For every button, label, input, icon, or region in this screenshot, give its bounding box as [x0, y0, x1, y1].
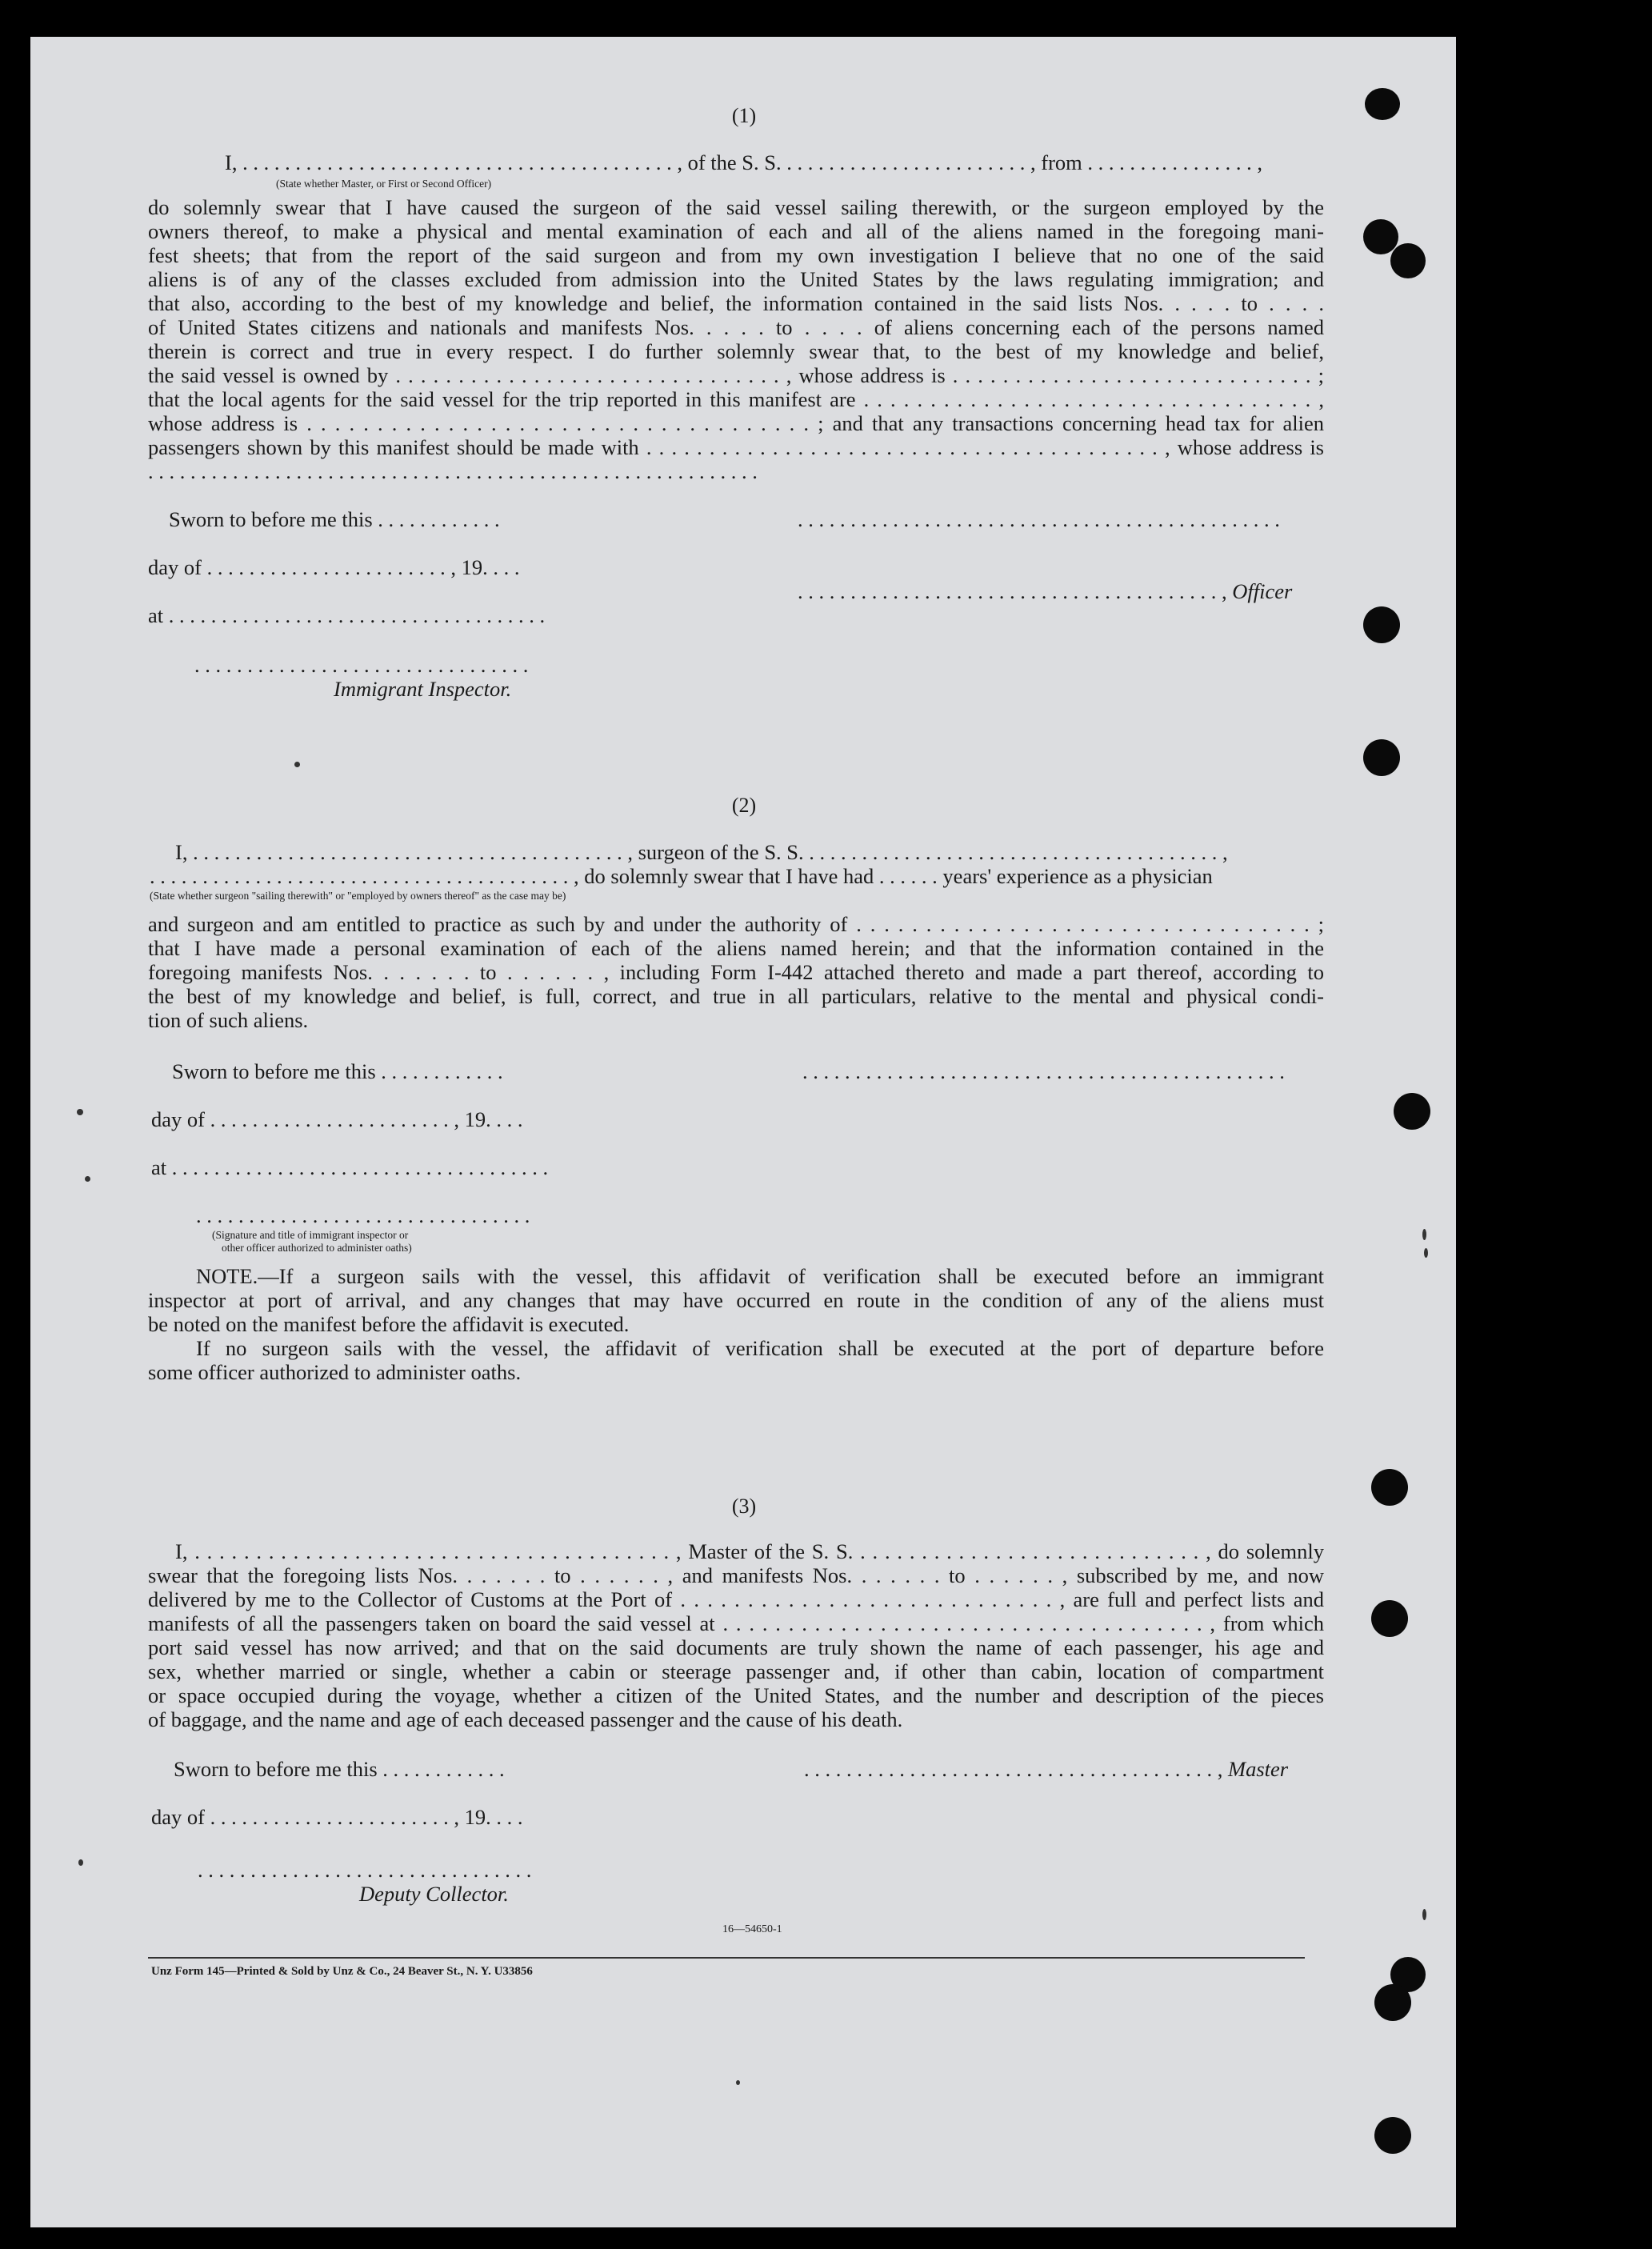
punch-hole — [1390, 243, 1426, 278]
stray-mark — [77, 1109, 83, 1115]
section3-affidavit-text — [148, 1539, 1324, 1731]
master-dots: . . . . . . . . . . . . . . . . . . . . . . . . . . . . . . . . . . . . . . . , — [804, 1757, 1223, 1781]
text-line: that I have made a personal examination of each of the aliens named herein; and that the information contained in the — [148, 936, 1324, 960]
stray-mark — [294, 762, 300, 767]
text-line: swear that the foregoing lists Nos. . . . . . . to . . . . . . , and manifests Nos. . . . . . . to . . . . . . , subscribed by me, and now — [148, 1563, 1324, 1587]
text-line: manifests of all the passengers taken on board the said vessel at . . . . . . . . . . . . . . . . . . . . . . . . . . . . . . . . . . . . . , from which — [148, 1611, 1324, 1635]
punch-hole — [1363, 219, 1398, 254]
punch-hole — [1371, 1469, 1408, 1506]
section2-affidavit-text — [148, 912, 1324, 1032]
text-line: fest sheets; that from the report of the said surgeon and from my own investigation I believe that no one of the said — [148, 243, 1324, 267]
sworn-before-line: Sworn to before me this . . . . . . . . . . . . — [172, 1059, 503, 1083]
officer-signature-line — [798, 579, 1292, 604]
officer-label: Officer — [1232, 579, 1293, 603]
sworn-before-line: Sworn to before me this . . . . . . . . . . . . — [174, 1757, 505, 1781]
note-line: be noted on the manifest before the affidavit is executed. — [148, 1312, 630, 1336]
stray-mark — [85, 1176, 90, 1182]
text-line: do solemnly swear that I have caused the surgeon of the said vessel sailing therewith, or the surgeon employed by the — [148, 195, 1324, 219]
text-line: or space occupied during the voyage, whether a citizen of the United States, and the number and description of the pieces — [148, 1683, 1324, 1707]
at-line: at . . . . . . . . . . . . . . . . . . . . . . . . . . . . . . . . . . . . — [151, 1155, 549, 1179]
punch-hole — [1374, 1984, 1411, 2021]
section-number: (3) — [731, 1495, 757, 1518]
text-line: and surgeon and am entitled to practice as such by and under the authority of . . . . . . . . . . . . . . . . . . . . . . . . . . . . . . . . . ; — [148, 912, 1324, 936]
note-line: If no surgeon sails with the vessel, the affidavit of verification shall be executed at the port of departure before — [196, 1336, 1324, 1360]
text-line: the said vessel is owned by . . . . . . . . . . . . . . . . . . . . . . . . . . . . . . . , whose address is . . . . . . . . . . . . . . . . . . . . . . . . . . . . . ; — [148, 363, 1324, 387]
at-line: at . . . . . . . . . . . . . . . . . . . . . . . . . . . . . . . . . . . . — [148, 603, 546, 627]
section1-first-line: I, . . . . . . . . . . . . . . . . . . . . . . . . . . . . . . . . . . . . . . . . . , of the S. S. . . . . . . . . . . . . . . . . . . . . . . . , from . . . . . . . . . . . . . . . . , — [225, 150, 1263, 174]
stray-mark — [736, 2080, 740, 2085]
punch-hole — [1363, 606, 1400, 643]
immigrant-inspector-label: Immigrant Inspector. — [334, 677, 512, 701]
text-line: that the local agents for the said vessel for the trip reported in this manifest are . . . . . . . . . . . . . . . . . . . . . . . . . . . . . . . . . . , — [148, 387, 1324, 411]
text-line: whose address is . . . . . . . . . . . . . . . . . . . . . . . . . . . . . . . . . . . . ; and that any transactions concerning head tax for alien — [148, 411, 1324, 435]
text-line: of United States citizens and nationals and manifests Nos. . . . . to . . . . of aliens concerning each of the persons named — [148, 315, 1324, 339]
deputy-collector-label: Deputy Collector. — [359, 1882, 509, 1906]
text-line: aliens is of any of the classes excluded from admission into the United States by the laws regulating immigration; and — [148, 267, 1324, 291]
punch-hole — [1365, 88, 1400, 120]
text-line: I, . . . . . . . . . . . . . . . . . . . . . . . . . . . . . . . . . . . . . . . , Master of the S. S. . . . . . . . . . . . . . . . . . . . . . . . . . . . . , do solemnly — [175, 1539, 1324, 1563]
section-number: (1) — [731, 104, 757, 127]
signature-dots: . . . . . . . . . . . . . . . . . . . . . . . . . . . . . . . . — [196, 1203, 530, 1227]
section1-first-line-note: (State whether Master, or First or Second Officer) — [276, 178, 492, 190]
note-paragraph — [148, 1264, 1324, 1384]
signature-note: (Signature and title of immigrant inspector or — [212, 1229, 409, 1241]
text-line: tion of such aliens. — [148, 1008, 309, 1032]
section2-first-line: I, . . . . . . . . . . . . . . . . . . . . . . . . . . . . . . . . . . . . . . . . . , surgeon of the S. S. . . . . . . . . . . . . . . . . . . . . . . . . . . . . . . . . . . . . . . . , — [175, 840, 1228, 864]
text-line: . . . . . . . . . . . . . . . . . . . . . . . . . . . . . . . . . . . . . . . . . . . . . . . . . . . . . . . . . . — [148, 459, 758, 483]
signature-dots: . . . . . . . . . . . . . . . . . . . . . . . . . . . . . . . . . . . . . . . . . . . . . . — [798, 507, 1280, 531]
text-line: therein is correct and true in every respect. I do further solemnly swear that, to the best of my knowledge and belief, — [148, 339, 1324, 363]
stray-mark — [78, 1859, 83, 1866]
punch-hole — [1371, 1600, 1408, 1637]
deputy-dots: . . . . . . . . . . . . . . . . . . . . . . . . . . . . . . . . — [198, 1858, 532, 1882]
note-line: some officer authorized to administer oaths. — [148, 1360, 522, 1384]
section2-second-line: . . . . . . . . . . . . . . . . . . . . . . . . . . . . . . . . . . . . . . . . , do solemnly swear that I have had . . . . . . years' experience as a physician — [150, 864, 1213, 888]
signature-dots: . . . . . . . . . . . . . . . . . . . . . . . . . . . . . . . . . . . . . . . . . . . . . . — [802, 1059, 1285, 1083]
text-line: passengers shown by this manifest should be made with . . . . . . . . . . . . . . . . . . . . . . . . . . . . . . . . . . . . . . . . . , whose address is — [148, 435, 1324, 459]
sworn-before-line: Sworn to before me this . . . . . . . . . . . . — [169, 507, 500, 531]
text-line: owners thereof, to make a physical and mental examination of each and all of the aliens named in the foregoing mani- — [148, 219, 1324, 243]
day-of-line: day of . . . . . . . . . . . . . . . . . . . . . . . , 19. . . . — [148, 555, 520, 579]
printer-footer: Unz Form 145—Printed & Sold by Unz & Co., 24 Beaver St., N. Y. U33856 — [151, 1965, 533, 1978]
inspector-dots: . . . . . . . . . . . . . . . . . . . . . . . . . . . . . . . . — [194, 653, 529, 677]
master-label: Master — [1228, 1757, 1289, 1781]
section2-line-note: (State whether surgeon "sailing therewith" or "employed by owners thereof" as the case may be) — [150, 890, 566, 902]
stray-mark — [1422, 1909, 1426, 1920]
footer-rule — [148, 1957, 1305, 1959]
section-number: (2) — [731, 794, 757, 817]
officer-dots: . . . . . . . . . . . . . . . . . . . . . . . . . . . . . . . . . . . . . . . . , — [798, 579, 1227, 603]
text-line: the best of my knowledge and belief, is full, correct, and true in all particulars, relative to the mental and physical condi- — [148, 984, 1324, 1008]
note-line: inspector at port of arrival, and any changes that may have occurred en route in the condition of any of the aliens must — [148, 1288, 1324, 1312]
form-number: 16—54650-1 — [722, 1923, 782, 1935]
text-line: that also, according to the best of my knowledge and belief, the information contained in the said lists Nos. . . . . to . . . . — [148, 291, 1324, 315]
note-line: NOTE.—If a surgeon sails with the vessel, this affidavit of verification shall be executed before an immigrant — [196, 1264, 1324, 1288]
day-of-line: day of . . . . . . . . . . . . . . . . . . . . . . . , 19. . . . — [151, 1107, 523, 1131]
text-line: sex, whether married or single, whether a cabin or steerage passenger and, if other than cabin, location of compartment — [148, 1659, 1324, 1683]
section1-affidavit-text — [148, 195, 1324, 483]
punch-hole — [1374, 2117, 1411, 2154]
document-page — [30, 37, 1456, 2227]
day-of-line: day of . . . . . . . . . . . . . . . . . . . . . . . , 19. . . . — [151, 1805, 523, 1829]
stray-mark — [1422, 1229, 1426, 1240]
text-line: of baggage, and the name and age of each deceased passenger and the cause of his death. — [148, 1707, 903, 1731]
text-line: foregoing manifests Nos. . . . . . . to . . . . . . , including Form I-442 attached thereto and made a part thereof, according to — [148, 960, 1324, 984]
text-line: delivered by me to the Collector of Customs at the Port of . . . . . . . . . . . . . . . . . . . . . . . . . . . . , are full and perfect lists and — [148, 1587, 1324, 1611]
stray-mark — [1424, 1248, 1428, 1258]
punch-hole — [1363, 739, 1400, 776]
punch-hole — [1394, 1093, 1430, 1130]
signature-note: other officer authorized to administer oaths) — [222, 1242, 412, 1254]
text-line: port said vessel has now arrived; and that on the said documents are truly shown the name of each passenger, his age and — [148, 1635, 1324, 1659]
master-signature-line — [804, 1757, 1288, 1782]
